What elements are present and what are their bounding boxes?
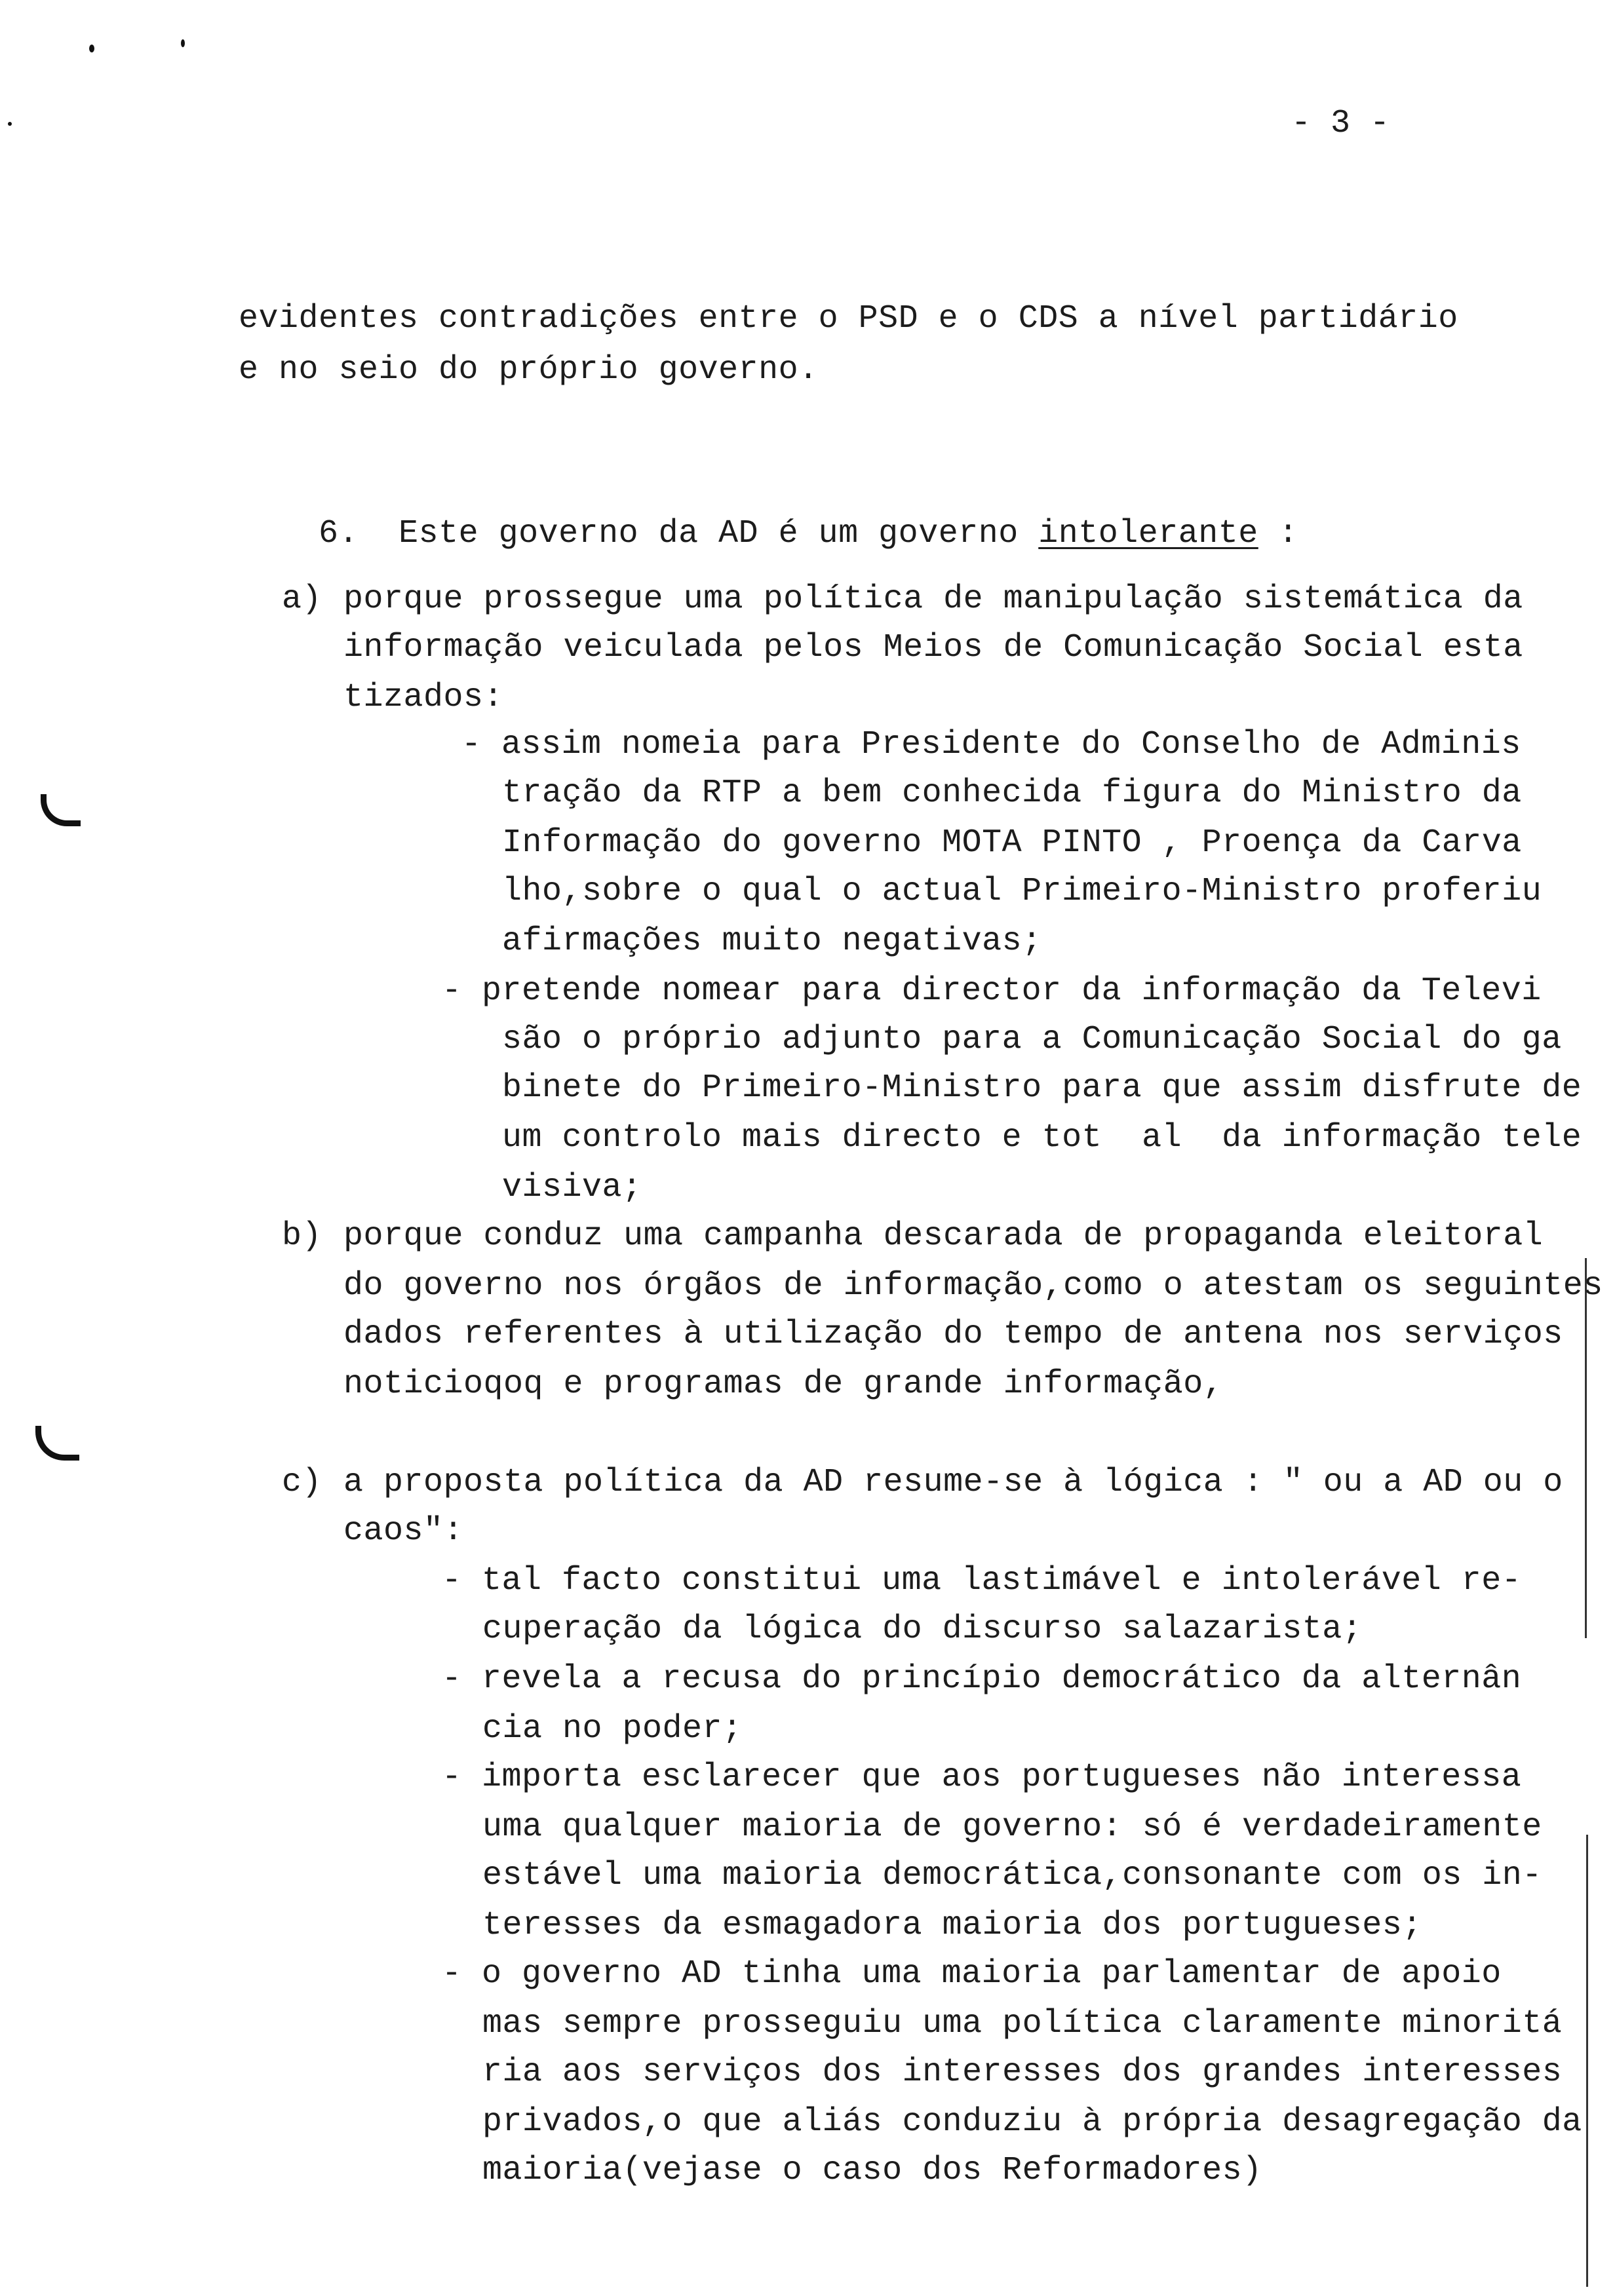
- bullet-text-line: teresses da esmagadora maioria dos portugueses;: [482, 1907, 1422, 1944]
- bullet-text-line: maioria(vejase o caso dos Reformadores): [482, 2152, 1262, 2189]
- body-text-line: porque conduz uma campanha descarada de propaganda eleitoral: [343, 1217, 1544, 1255]
- bullet-text-line: tração da RTP a bem conhecida figura do Ministro da: [502, 775, 1522, 812]
- scan-speck: [8, 122, 12, 126]
- body-text-line: informação veiculada pelos Meios de Comunicação Social esta: [343, 629, 1523, 666]
- body-text-line: do governo nos órgãos de informação,como o atestam os seguintes: [343, 1267, 1603, 1305]
- body-text-line: e no seio do próprio governo.: [239, 351, 819, 389]
- body-text-line: noticioqoq e programas de grande informação,: [343, 1366, 1224, 1403]
- bullet-text-line: binete do Primeiro-Ministro para que assim disfrute de: [502, 1069, 1582, 1107]
- scan-speck: [89, 45, 94, 52]
- section-trail: :: [1258, 515, 1298, 552]
- bullet-text-line: - o governo AD tinha uma maioria parlamentar de apoio: [442, 1955, 1502, 1993]
- section-heading: [239, 485, 1298, 583]
- bullet-text-line: visiva;: [502, 1169, 642, 1206]
- bullet-text-line: afirmações muito negativas;: [502, 923, 1042, 960]
- section-number: 6.: [319, 515, 359, 552]
- item-label: c): [282, 1464, 322, 1501]
- bullet-text-line: privados,o que aliás conduziu à própria desagregação da: [482, 2103, 1582, 2141]
- item-label: a): [282, 581, 322, 618]
- body-text-line: porque prossegue uma política de manipulação sistemática da: [343, 581, 1523, 618]
- body-text-line: evidentes contradições entre o PSD e o CDS a nível partidário: [239, 300, 1458, 337]
- item-label: b): [282, 1217, 322, 1255]
- punch-hole-mark-bottom: [35, 1426, 79, 1461]
- bullet-text-line: são o próprio adjunto para a Comunicação Social do ga: [502, 1021, 1562, 1058]
- scan-speck: [181, 39, 185, 47]
- page-edge-line: [1585, 1258, 1587, 1638]
- bullet-text-line: ria aos serviços dos interesses dos grandes interesses: [482, 2054, 1563, 2091]
- bullet-text-line: - importa esclarecer que aos portugueses não interessa: [442, 1759, 1522, 1796]
- bullet-text-line: uma qualquer maioria de governo: só é verdadeiramente: [482, 1808, 1542, 1846]
- page-edge-line: [1586, 1835, 1588, 2287]
- bullet-text-line: lho,sobre o qual o actual Primeiro-Ministro proferiu: [502, 873, 1542, 910]
- bullet-text-line: um controlo mais directo e tot al da informação tele: [502, 1119, 1582, 1157]
- body-text-line: caos":: [343, 1512, 464, 1550]
- bullet-text-line: - assim nomeia para Presidente do Conselho de Adminis: [461, 726, 1521, 763]
- bullet-text-line: - tal facto constitui uma lastimável e intolerável re-: [442, 1562, 1522, 1599]
- bullet-text-line: estável uma maioria democrática,consonante com os in-: [482, 1857, 1542, 1894]
- body-text-line: a proposta política da AD resume-se à lógica : " ou a AD ou o: [343, 1464, 1563, 1501]
- body-text-line: dados referentes à utilização do tempo de antena nos serviços: [343, 1316, 1563, 1353]
- page-number: - 3 -: [1291, 105, 1390, 142]
- section-emphasis: intolerante: [1038, 515, 1258, 552]
- bullet-text-line: cuperação da lógica do discurso salazarista;: [482, 1611, 1363, 1648]
- bullet-text-line: Informação do governo MOTA PINTO , Proença da Carva: [502, 824, 1522, 862]
- punch-hole-mark-top: [41, 794, 81, 826]
- bullet-text-line: cia no poder;: [482, 1710, 743, 1748]
- bullet-text-line: mas sempre prosseguiu uma política claramente minoritá: [482, 2005, 1563, 2042]
- bullet-text-line: - pretende nomear para director da informação da Televi: [442, 972, 1542, 1010]
- body-text-line: tizados:: [343, 679, 504, 716]
- bullet-text-line: - revela a recusa do princípio democrático da alternân: [442, 1660, 1522, 1698]
- section-lead: Este governo da AD é um governo: [399, 515, 1039, 552]
